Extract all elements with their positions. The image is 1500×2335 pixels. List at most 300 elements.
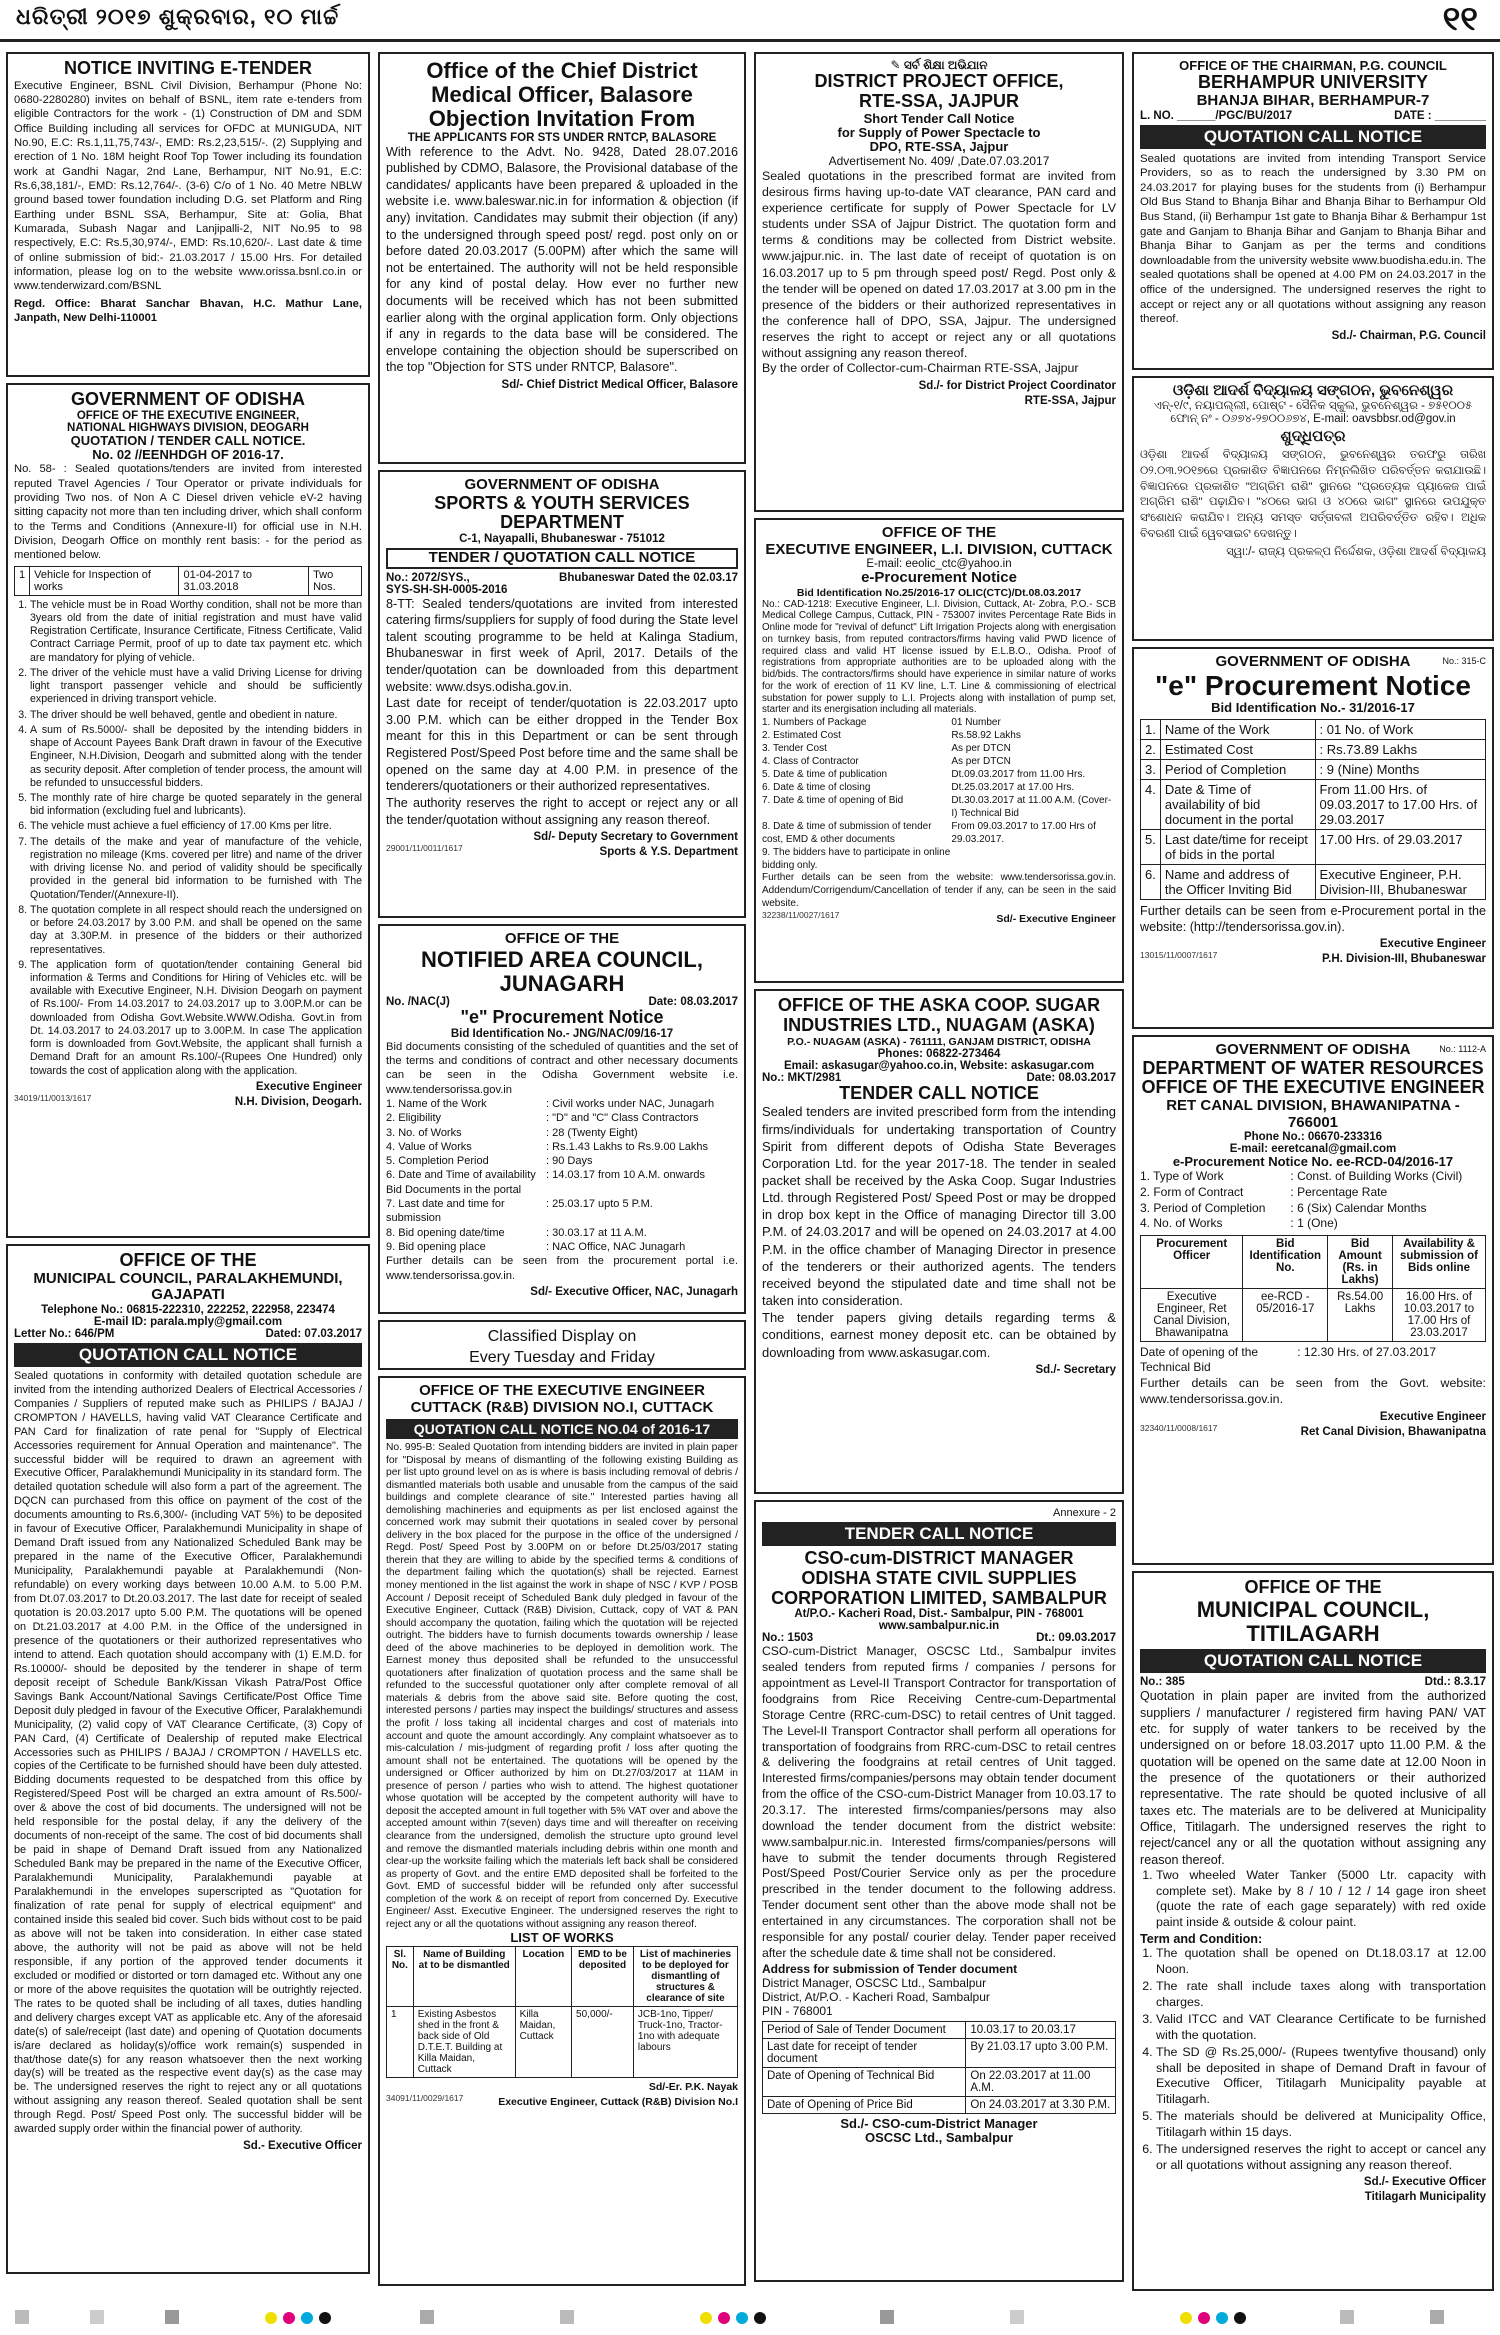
table-header: EMD to be deposited <box>572 1946 634 2006</box>
page-number: ୧୧ <box>1442 0 1478 38</box>
signature: P.H. Division-III, Bhubaneswar <box>1321 952 1486 965</box>
address-title: Address for submission of Tender document <box>762 1961 1018 1976</box>
ad-body: No.: CAD-1218: Executive Engineer, L.I. Division, Cuttack, At- Zobra, P.O.- SCB Medical College Campus, Cuttack, PIN - 753007 invites Percentage Rate Bids in Online mode for "revival of defunct" Lift Irrigation Projects along with energisation on turnkey basis, from reputed contractors/firms having valid PWD licence of required class and valid HT license issued by E.L.B.O., Odisha. Proof of registrations from appropriate authorities are to be uploaded along with the bid/bids. The contractors/firms should have experience in similar nature of works for the work of erection of 11 KV line, L.T. Line & commissioning of electrical substation for power supply to L.I. Projects along with installation of pump set, starter and its energisation including all materials. <box>762 598 1116 716</box>
detail-value: : 12.30 Hrs. of 27.03.2017 <box>1297 1344 1437 1359</box>
table-cell: On 24.03.2017 at 3.30 P.M. <box>966 2096 1116 2113</box>
signature: Sd/- Executive Officer, NAC, Junagarh <box>530 1285 738 1298</box>
table-row <box>763 2067 1116 2096</box>
ad-sports-youth <box>378 470 746 918</box>
detail-value: Rs.58.92 Lakhs <box>951 730 1021 741</box>
column-2 <box>378 52 746 2292</box>
yellow-dot <box>700 2312 712 2324</box>
detail-label: 1. Numbers of Package <box>762 717 867 728</box>
yellow-dot <box>265 2312 277 2324</box>
eproc-table <box>1140 719 1486 900</box>
ad-code: 32340/11/0008/1617 <box>1140 1422 1218 1433</box>
cyan-dot <box>301 2312 313 2324</box>
detail-label: Date of opening of the Technical Bid <box>1140 1344 1259 1375</box>
list-item: 6. The undersigned reserves the right to accept or cancel any or all quotations without assigning any reason thereof. <box>1156 2142 1486 2173</box>
gray-swatch <box>165 2310 179 2324</box>
table-cell: : 01 No. of Work <box>1315 719 1485 739</box>
detail-label: 3. No. of Works <box>386 1126 462 1139</box>
banner-line: Classified Display on <box>487 1328 637 1345</box>
ad-website: www.sambalpur.nic.in <box>878 1620 1000 1633</box>
ad-date: Date: 08.03.2017 <box>1026 1071 1116 1084</box>
list-title: LIST OF WORKS <box>510 1930 614 1946</box>
ad-code: 34019/11/0013/1617 <box>14 1092 92 1103</box>
table-cell: JCB-1no, Tipper/ Truck-1no, Tractor-1no with adequate labours <box>633 2006 737 2077</box>
masthead-date: ଧରିତ୍ରୀ ୨୦୧୭ ଶୁକ୍ରବାର, ୧୦ ମାର୍ଚ୍ଚ <box>16 4 340 29</box>
table-cell: 50,000/- <box>572 2006 634 2077</box>
ad-subtitle: OFFICE OF THE EXECUTIVE ENGINEER, <box>76 409 300 422</box>
detail-label: 2. Estimated Cost <box>762 730 841 741</box>
details-list <box>762 716 1116 872</box>
detail-label: 4. Value of Works <box>386 1140 472 1153</box>
detail-value: From 09.03.2017 to 17.00 Hrs of 29.03.2017. <box>951 821 1096 845</box>
table-row <box>387 2006 738 2077</box>
terms-list <box>1140 1946 1486 2173</box>
corrigendum-title: ଶୁଦ୍ଧିପତ୍ର <box>1280 427 1346 445</box>
notice-bar: QUOTATION CALL NOTICE <box>1140 125 1486 149</box>
detail-label: 3. Tender Cost <box>762 743 827 754</box>
yellow-dot <box>1180 2312 1192 2324</box>
ad-classified-banner <box>378 1320 746 1370</box>
detail-label: 9. The bidders have to participate in online bidding only. <box>762 847 951 871</box>
ad-title: GOVERNMENT OF ODISHA <box>70 389 305 409</box>
letter-no: Letter No.: 646/PM <box>14 1327 115 1340</box>
ad-nh-deogarh <box>6 383 370 1238</box>
gray-swatch <box>560 2310 574 2324</box>
ad-body: 8-TT: Sealed tenders/quotations are invited from interested catering firms/suppliers for supply of food during the State level talent scouting programme to be held at Kalinga Stadium, Bhubaneswar in first week of April, 2017. Details of the tender/quotation can be downloaded from this department website: www.dsys.odisha.gov.in. <box>386 596 738 694</box>
bid-table <box>1140 1235 1486 1342</box>
signature: Sd./- CSO-cum-District Manager <box>840 2115 1038 2131</box>
ad-ref: SYS-SH-SH-0005-2016 <box>386 583 508 596</box>
ad-title: RTE-SSA, JAJPUR <box>858 90 1020 111</box>
ad-title: BHANJA BIHAR, BERHAMPUR-7 <box>1196 92 1430 110</box>
ad-body: Last date for receipt of tender/quotation is 22.03.2017 upto 3.00 P.M. which can be either dropped in the Tender Box meant for this in this Department or can be sent through Registered Post/Speed Post before time and the same shall be opened on the same day at 4.00 P.M. in presence of the tenderers/quotationers or their authorized representatives. <box>386 696 738 794</box>
cyan-dot <box>736 2312 748 2324</box>
table-header: Availability & submission of Bids online <box>1392 1235 1485 1288</box>
detail-value: As per DTCN <box>951 743 1011 754</box>
ad-code: 13015/11/0007/1617 <box>1140 949 1218 960</box>
ad-paralakhemundi <box>6 1244 370 2274</box>
ad-contact: ଫୋନ୍ ନଂ - ୦୬୭୪-୨୭୦୦୬୭୪, E-mail: oavsbbsr.od@gov.in <box>1170 412 1456 425</box>
ad-subtitle: THE APPLICANTS FOR STS UNDER RNTCP, BALASORE <box>407 131 717 144</box>
terms-title: Term and Condition: <box>1140 1932 1263 1947</box>
black-dot <box>319 2312 331 2324</box>
table-cell: Last date for receipt of tender document <box>763 2038 966 2067</box>
table-row <box>1141 719 1486 739</box>
black-dot <box>754 2312 766 2324</box>
table-row <box>1141 759 1486 779</box>
ad-order: By the order of Collector-cum-Chairman RTE-SSA, Jajpur <box>762 361 1079 376</box>
table-cell: From 11.00 Hrs. of 09.03.2017 to 17.00 Hrs. of 29.03.2017 <box>1315 779 1485 829</box>
ad-nac-junagarh <box>378 924 746 1314</box>
ad-subtitle: QUOTATION / TENDER CALL NOTICE. <box>70 432 306 448</box>
table-cell: Vehicle for Inspection of works <box>30 566 179 595</box>
ad-further: Further details can be seen from e-Procurement portal in the website: (http://tendersorissa.gov.in). <box>1140 903 1486 934</box>
table-cell: 1. <box>1141 719 1161 739</box>
ad-cdmo-balasore <box>378 52 746 464</box>
gray-swatch <box>1430 2310 1444 2324</box>
ad-oavs-corrigendum <box>1132 376 1494 641</box>
magenta-dot <box>1198 2312 1210 2324</box>
ad-title: OFFICE OF THE <box>504 930 620 947</box>
ad-address: At/P.O.- Kacheri Road, Dist.- Sambalpur, PIN - 768001 <box>794 1608 1084 1621</box>
eproc-no: e-Procurement Notice No. ee-RCD-04/2016-17 <box>1172 1154 1454 1170</box>
list-item: 3. Valid ITCC and VAT Clearance Certificate to be furnished with the quotation. <box>1156 2012 1486 2043</box>
ad-bsnl-etender <box>6 52 370 377</box>
ad-title: NOTIFIED AREA COUNCIL, JUNAGARH <box>421 946 703 996</box>
ad-phone: Phone No.: 06670-233316 <box>1243 1131 1383 1144</box>
signature: Ret Canal Division, Bhawanipatna <box>1300 1425 1486 1438</box>
ad-email: E-mail: eeretcanal@gmail.com <box>1229 1143 1397 1156</box>
ad-title: ODISHA STATE CIVIL SUPPLIES <box>801 1567 1077 1588</box>
detail-value: As per DTCN <box>951 756 1011 767</box>
ad-title: "e" Procurement Notice <box>460 1006 664 1027</box>
conditions-list <box>14 599 362 1078</box>
table-cell: 17.00 Hrs. of 29.03.2017 <box>1315 829 1485 864</box>
table-cell: 01-04-2017 to 31.03.2018 <box>179 566 309 595</box>
detail-label: 2. Eligibility <box>386 1112 442 1125</box>
table-header: Bid Identification No. <box>1243 1235 1328 1288</box>
ad-email: E-mail ID: parala.mply@gmail.com <box>93 1315 283 1328</box>
ad-title: EXECUTIVE ENGINEER, L.I. DIVISION, CUTTACK <box>765 540 1113 558</box>
cyan-dot <box>1216 2312 1228 2324</box>
signature: Sd/- Executive Engineer <box>996 913 1116 926</box>
signature: Executive Engineer <box>1379 1410 1486 1423</box>
table-cell: 5. <box>1141 829 1161 864</box>
letter-no: No. /NAC(J) <box>386 995 450 1008</box>
ad-body: No. 995-B: Sealed Quotation from intending bidders are invited in plain paper for "Disposal by means of dismantling of the following existing Building as per list upto ground level on as is where is basis including removal of debris / dismantled materials both usable and unusable from the campus of the said buildings and complete clearance of site." Interested parties having all demolishing machineries and equipments as per list enclosed against the concerned work may submit their quotations in sealed cover by personal delivery in the box placed for the purpose in the office of the undersigned / Regd. Post/ Speed Post by 3.00PM on or before Dt.25/03/2017 stating therein that they are willing to abide by the specified terms & conditions of the department failing which the quotation(s) shall be rejected. Earnest money mentioned in the list against the work in shape of NSC / KVP / POSB Account / Deposit receipt of Scheduled Bank duly pledged in favour of the Executive Engineer, Cuttack (R&B) Division, Cuttack, copy of VAT & PAN should accompany the quotation, failing which the quotation will be rejected outright. The bidders have to furnish documents towards ownership / lease deed of the above machineries to be deployed in demolition work. The Earnest money thus deposited shall be refunded to the unsuccessful quotationers after finalization of quotation process and the same shall be refunded to the successful quotationer only after complete removal of all materials & debris from the above said site. Before quoting the cost, interested persons / parties may inspect the buildings/ structures and assess the profit / loss taking all incidental charges and cost of materials into account and quote the amount accordingly. Any complaint whatsoever as to mis-calculation / mis-judgment of regarding profit / loss after quoting the amount shall not be entertained. The quotations will be opened by the undersigned or Officer authorized by him on Dt.27/03/2017 at 11AM in presence of person / parties who wish to attend. The highest quotationer whose quotation will be accepted by the competent authority will have to deposit the accepted amount in full together with 5% VAT over and above the accepted amount within 7(seven) days time and will thereafter on receiving clearance from the undersigned, demolish the structure upto ground level and remove the dismantled materials including debris within one month and clear-up the worksite failing which the materials left back shall be considered as property of Govt. and the entire EMD deposited shall be forfeited to the Govt. EMD of successful bidder will be refunded only after successful completion of the work & on receipt of report from concerned Dy. Executive Engineer/ Asst. Executive Engineer. The undersigned reserves the right to reject any or all the quotations without assigning any reason thereof. <box>386 1442 738 1930</box>
gray-swatch <box>1340 2310 1354 2324</box>
ref-no: No.: 315-C <box>1442 656 1486 666</box>
detail-label: 2. Form of Contract <box>1140 1184 1244 1199</box>
signature: Sd./- Chairman, P.G. Council <box>1331 329 1486 342</box>
column-4 <box>1132 52 1494 2292</box>
ad-title: GOVERNMENT OF ODISHA <box>464 476 660 493</box>
ad-date: Dt.: 09.03.2017 <box>1036 1632 1116 1645</box>
signature: OSCSC Ltd., Sambalpur <box>864 2129 1014 2145</box>
table-row <box>1141 779 1486 829</box>
detail-label: 6. Date and Time of availability Bid Documents in the portal <box>386 1169 536 1196</box>
signature: ସ୍ୱା:/- ରାଜ୍ୟ ପ୍ରକଳ୍ପ ନିର୍ଦ୍ଦେଶକ, ଓଡ଼ିଶା ଆଦର୍ଶ ବିଦ୍ୟାଳୟ <box>1226 545 1486 558</box>
ad-subtitle: Short Tender Call Notice <box>863 110 1015 126</box>
ad-body: With reference to the Advt. No. 9428, Dated 28.07.2016 published by CDMO, Balasore, the Provisional database of the candidates/ applicants have been prepared & uploaded in the website i.e. www.baleswar.nic.in for information & objection (if any) invitation. Candidates may submit their objection (if any) to the undersigned through speed post/ regd. post only on or before dated 20.03.2017 (5.00PM) after which the same will not be entertained. The authority will not be held responsible for any kind of postal delay. How ever no further new documents will be received which has not been submitted earlier along with the orginal application form. Only objections if any in regards to the data base will be considered. The envelope containing the objection should be superscribed on the top "Objection for STS under RNTCP, Balasore". <box>386 144 738 375</box>
ad-subtitle: DPO, RTE-SSA, Jajpur <box>869 139 1009 155</box>
list-item: 1. Two wheeled Water Tanker (5000 Ltr. capacity with complete set). Make by 8 / 10 / 12 / 14 gage iron sheet (quote the rate of each gage separately) with red oxide paint inside & outside & colour paint. <box>1156 1868 1486 1930</box>
table-row <box>763 2096 1116 2113</box>
ad-title: DISTRICT PROJECT OFFICE, <box>814 71 1064 92</box>
ad-code: 34091/11/0029/1617 <box>386 2092 464 2103</box>
signature: RTE-SSA, Jajpur <box>1024 395 1116 408</box>
ad-title: OFFICE OF THE EXECUTIVE ENGINEER <box>1141 1077 1485 1098</box>
table-cell: Executive Engineer, P.H. Division-III, Bhubaneswar <box>1315 864 1485 899</box>
table-cell: : Rs.73.89 Lakhs <box>1315 739 1485 759</box>
detail-label: 8. Bid opening date/time <box>386 1226 505 1239</box>
detail-label: 7. Last date and time for submission <box>386 1198 505 1225</box>
table-cell: 4. <box>1141 779 1161 829</box>
table-row <box>763 2021 1116 2038</box>
ad-title: GOVERNMENT OF ODISHA <box>1215 653 1411 670</box>
ad-title: RET CANAL DIVISION, BHAWANIPATNA - 766001 <box>1166 1097 1460 1131</box>
table-cell: Period of Sale of Tender Document <box>763 2021 966 2038</box>
address-line: District, At/P.O. - Kacheri Road, Sambalpur <box>762 1989 990 2004</box>
table-cell: Date of Opening of Price Bid <box>763 2096 966 2113</box>
notice-bar: QUOTATION CALL NOTICE <box>14 1343 362 1367</box>
signature: Titilagarh Municipality <box>1364 2191 1486 2204</box>
ad-title: ଓଡ଼ିଶା ଆଦର୍ଶ ବିଦ୍ୟାଳୟ ସଙ୍ଗଠନ, ଭୁବନେଶ୍ୱର <box>1172 382 1454 399</box>
book-icon: ✎ <box>890 58 904 72</box>
ad-code: 32238/11/0027/1617 <box>762 910 840 921</box>
black-dot <box>1234 2312 1246 2324</box>
ad-date: Dtd.: 8.3.17 <box>1424 1676 1486 1689</box>
table-header: Location <box>515 1946 571 2006</box>
detail-value: : 6 (Six) Calendar Months <box>1290 1200 1427 1215</box>
detail-value: : 28 (Twenty Eight) <box>546 1126 638 1139</box>
detail-value: : 1 (One) <box>1290 1216 1338 1231</box>
table-cell: On 22.03.2017 at 11.00 A.M. <box>966 2067 1116 2096</box>
ad-body: The authority reserves the right to accept or reject any or all the tender/quotation without assigning any reason thereof. <box>386 795 738 827</box>
table-cell: Name and address of the Officer Inviting Bid <box>1160 864 1315 899</box>
ad-ph-eprocurement <box>1132 647 1494 1029</box>
ad-title: Medical Officer, Balasore <box>431 82 693 108</box>
detail-value: : 90 Days <box>546 1155 593 1168</box>
ad-oscsc-sambalpur <box>754 1500 1124 2282</box>
table-cell: Date of Opening of Technical Bid <box>763 2067 966 2096</box>
ad-title: MUNICIPAL COUNCIL, PARALAKHEMUNDI, GAJAPATI <box>33 1269 343 1304</box>
list-item: 5. The monthly rate of hire charge be quoted separately in the general bid information (excluding fuel and lubricants). <box>30 792 362 818</box>
gray-swatch <box>90 2310 104 2324</box>
ad-subtitle: No. 02 //EENHDGH OF 2016-17. <box>92 447 284 463</box>
table-row <box>1141 1288 1486 1341</box>
list-item: 4. A sum of Rs.5000/- shall be deposited by the intending bidders in shape of Account Payees Bank Draft drawn in favour of the Executive Engineer, N.H.Division, Deogarh and submitted along with the tender as security deposit. After completion of tender process, the amount will be refunded to unsuccessful bidders. <box>30 724 362 790</box>
magenta-dot <box>283 2312 295 2324</box>
signature: Executive Engineer <box>1379 937 1486 950</box>
ad-body: Sealed quotations in conformity with detailed quotation schedule are invited from the intending authorized Dealers of Electrical Accessories / Companies / Suppliers of reputed make such as PHILIPS / BAJAJ / CROMPTON / HAVELLS, having valid VAT Clearance Certificate and PAN Card for finalization of rate penal for "Supply of Electrical Accessories requirement for Annual Operation and maintenance". The successful bidder will be required to drawn an agreement with Executive Officer, Paralakhemundi Municipality in its standard form. The detailed quotation schedule will also form a part of the agreement. The DQCN can purchased from this office on payment of the cost of the documents amounting to Rs.6,300/- (including VAT 5%) to be deposited in favour of Executive Officer, Paralakhemundi Municipality in shape of Demand Draft issued from any Nationalized Scheduled Bank may be prepared in the name of the Executive Officer, Paralakhemundi Municipality, Paralakhemundi payable at Paralakhemundi (Non-refundable) on every working days between 10.00 A.M. to 5.00 P.M. from Dt.07.03.2017 to Dt.20.03.2017. The last date for receipt of sealed quotation is 20.03.2017 upto 5.00 P.M. The quotations will be opened on Dt.21.03.2017 at 4.00 P.M. in the Office of the undersigned in presence of the quotationers or their authorized representatives who intend to attend. Each quotation should accompany with (1) E.M.D. for Rs.10000/- should be deposited by the tenderer in shape of term deposit receipt of Schedule Bank/Kissan Vikash Patra/Post Office Savings Bank Account/National Savings Certificate/Post Office Time Deposit duly pledged in favour of the Executive Officer, Paralakhemundi Municipality, (2) valid copy of VAT Clearance Certificate, (3) Copy of PAN Card, (4) Certificate of Dealership of reputed make Electrical Accessories such as PHILIPS / BAJAJ / CROMPTON / HAVELLS etc. copies of the Certificate to be furnished should have been duly attested. Bidding documents requested to be despatched from this office by Registered/Speed Post will be charged an extra amount of Rs.500/- over & above the cost of bid documents. The undersigned will not be held responsible for the postal delay, if any the delivery of the documents of non-receipt of the same. The cost of bid documents shall be paid in shape of Demand Draft issued from any Nationalized Scheduled Bank may be prepared in the name of the Executive Officer, Paralakhemundi Municipality, Paralakhemundi payable at Paralakhemundi in the envelopes superscripted as "Quotation for finalization of rate penal for supply of electrical equipment" and contained inside this sealed bid cover. Such bids without cost to be paid as above will not be taken into consideration. In either case stated above, the authority will not be paid as above will not be held responsible, if any portion of the approved tender documents it excluded or modified or distorted or torn damaged etc. Without any one or more of the above requisites the quotation will be outrightly rejected. The rates to be quoted shall be including of all taxes, duties handling and delivery charges except VAT as applicable etc. Any of the aforesaid date(s) of sale/receipt (last date) and opening of Quotation documents is/are declared as holiday(s)/office work remain(s) suspended in that/those date(s) for any reason whatsoever then the next working day(s) will be treated as the respective event day(s) as the case may be. The undersigned reserves the right to reject any or all quotations without assigning any reason thereof. Sealed quotation shall be sent through Regd. Post/ Speed Post only. The successful bidder will be awarded supply order within the financial power of authority. <box>14 1369 362 2136</box>
detail-value: Dt.25.03.2017 at 17.00 Hrs. <box>951 782 1075 793</box>
detail-value: : Rs.1.43 Lakhs to Rs.9.00 Lakhs <box>546 1140 709 1153</box>
ad-title: BERHAMPUR UNIVERSITY <box>1197 72 1429 93</box>
table-row <box>1141 739 1486 759</box>
bid-id: Bid Identification No.- JNG/NAC/09/16-17 <box>450 1027 674 1040</box>
letter-no: No.: MKT/2981 <box>762 1071 842 1084</box>
ad-phone: Telephone No.: 06815-222310, 222252, 222958, 223474 <box>41 1303 335 1316</box>
table-cell: 6. <box>1141 864 1161 899</box>
detail-label: 9. Bid opening place <box>386 1240 486 1253</box>
list-item: 7. The details of the make and year of manufacture of the vehicle, registration no mileage (Kms. covered per litre) and name of the driver with driving license No. and period of validity should be specifically provided in the general bid information to be furnished with The Quotation/Tender/(Annexure-II). <box>30 836 362 902</box>
gray-swatch <box>15 2310 29 2324</box>
print-registration-strip <box>0 2300 1500 2335</box>
table-header: List of machineries to be deployed for dismantling of structures & clearance of site <box>633 1946 737 2006</box>
ad-intro: No. 58- : Sealed quotations/tenders are invited from interested reputed Travel Agencies / Tour Operator or private individuals for providing Two nos. of Non A C Diesel driven vehicle eV-2 having sitting capacity not more than ten including driver, which shall conform to the Terms and Conditions (Annexure-II) for official use in N.H. Division, Deogarh Office on monthly rent basis: - for the period as mentioned below. <box>14 463 362 562</box>
annexure-label: Annexure - 2 <box>1053 1507 1116 1519</box>
ad-further: Further details can be seen from the procurement portal i.e. www.tendersorissa.gov.in. <box>386 1255 738 1282</box>
table-header: Bid Amount (Rs. in Lakhs) <box>1328 1235 1393 1288</box>
detail-value: : Civil works under NAC, Junagarh <box>546 1097 715 1110</box>
table-cell: Last date/time for receipt of bids in the portal <box>1160 829 1315 864</box>
ad-body: The tender papers giving details regarding terms & conditions, earnest money deposit etc. can be obtained by downloading from www.askasugar.com. <box>762 1310 1116 1360</box>
table-header: Sl. No. <box>387 1946 414 2006</box>
ad-body: ଓଡ଼ିଶା ଆଦର୍ଶ ବିଦ୍ୟାଳୟ ସଙ୍ଗଠନ, ଭୁବନେଶ୍ୱର ତରଫରୁ ତାରିଖ ୦୨.୦୩.୨୦୧୭ରେ ପ୍ରକାଶିତ ବିଜ୍ଞାପନରେ ନିମ୍ନଲିଖିତ ପରିବର୍ତ୍ତନ କରାଯାଉଛି। ବିଜ୍ଞାପନରେ ପ୍ରକାଶିତ "ଅଗ୍ରିମ ରାଶି" ସ୍ଥାନରେ "ପ୍ରତ୍ୟେକ ପ୍ୟାକେଜ ପାଇଁ ଅଗ୍ରିମ ରାଶି" ପଢ଼ାଯିବ। "୪୦ରେ ଭାଗ ଓ ୪୦ରେ ଭାଗ" ସ୍ଥାନରେ ଉପଯୁକ୍ତ ସଂଶୋଧନ କରାଯିବ। ଅନ୍ୟ ସମସ୍ତ ସର୍ତ୍ତାବଳୀ ଅପରିବର୍ତ୍ତିତ ରହିବ। ଅଧିକ ବିବରଣୀ ପାଇଁ ୱେବସାଇଟ ଦେଖନ୍ତୁ। <box>1140 449 1486 541</box>
ad-title: OFFICE OF THE CHAIRMAN, P.G. COUNCIL <box>1179 58 1447 73</box>
table-row <box>1141 864 1486 899</box>
ad-title: CUTTACK (R&B) DIVISION NO.I, CUTTACK <box>410 1398 714 1416</box>
ad-title: OFFICE OF THE ASKA COOP. SUGAR <box>777 995 1101 1015</box>
works-table <box>386 1946 738 2078</box>
ad-aska-sugar <box>754 989 1124 1494</box>
signature: N.H. Division, Deogarh. <box>234 1095 362 1108</box>
ad-body: Sealed tenders are invited prescribed form from the intending firms/individuals for undertaking transportation of Country Spirit from different depots of Odisha State Beverages Corporation Ltd. for the year 2017-18. The tender in sealed packet shall be received by the Aska Coop. Sugar Industries Ltd. through Registered Post/ Speed Post or may be dropped in drop box kept in the Office of managing Director till 3.00 P.M. of 24.03.2017 and will be opened on 24.03.2017 at 4.00 P.M. in the office chamber of Managing Director in presence of the tenderers or their authorized agents. The tenders received beyond the stipulated date and time shall not be taken into consideration. <box>762 1104 1116 1309</box>
details-list <box>1140 1169 1486 1231</box>
signature: Sd./- for District Project Coordinator <box>918 380 1116 393</box>
letter-no: L. NO. ______/PGC/BU/2017 <box>1140 109 1293 122</box>
table-cell: 10.03.17 to 20.03.17 <box>966 2021 1116 2038</box>
ad-body: Quotation in plain paper are invited from the authorized suppliers / manufacturer / registered firm having PAN/ VAT etc. for supply of water tankers to be received by the undersigned on or before 18.03.2017 upto 11.00 P.M. & the quotation will be opened on the same date at 12.00 Noon in the presence of the quotationers or their authorized representative. The rate should be quoted inclusive of all taxes etc. The materials are to be delivered at Municipality Office, Titilagarh. The undersigned reserves the right to reject/cancel any or all the quotation without assigning any reason thereof. <box>1140 1689 1486 1867</box>
list-item: 9. The application form of quotation/tender containing General bid information & Terms and Conditions for Hiring of Vehicles etc. will be available with Executive Engineer, N.H. Division Deogarh on payment of Rs.100/- From 14.03.2017 to 24.03.2017 up to 3.00P.M.or can be downloaded from Odisha Govt.Website.WWW.Odisha. Govt.in from Dt. 14.03.2017 to 24.03.2017 up to 3.00P.M. In case The application form is downloaded from Govt.Website, the applicant shall furnish a Demand Draft for an amount Rs.100/-(Rupees One Hundred) only towards the cost of application along with the application. <box>30 959 362 1078</box>
ad-subtitle: NATIONAL HIGHWAYS DIVISION, DEOGARH <box>67 421 309 434</box>
list-item: 2. The rate shall include taxes along with transportation charges. <box>1156 1979 1486 2010</box>
ref-no: No.: 1112-A <box>1439 1044 1486 1054</box>
ad-date: Bhubaneswar Dated the 02.03.17 <box>559 571 738 584</box>
ad-titilagarh <box>1132 1571 1494 2291</box>
ad-address: ଏନ୍-୧/୯, ନୟାପଲ୍ଲୀ, ପୋଷ୍ଟ - ସୈନିକ ସ୍କୁଲ, ଭୁବନେଶ୍ୱର - ୭୫୧୦୦୫ <box>1153 399 1473 412</box>
ad-date: Dated: 07.03.2017 <box>265 1327 362 1340</box>
signature: Executive Engineer <box>255 1080 362 1093</box>
detail-value: Dt.30.03.2017 at 11.00 A.M. (Cover-I) Technical Bid <box>951 795 1112 819</box>
detail-label: 8. Date & time of submission of tender cost, EMD & other documents <box>762 821 932 845</box>
detail-label: 1. Type of Work <box>1140 1169 1224 1184</box>
bid-id: Bid Identification No.25/2016-17 OLIC(CTC)/Dt.08.03.2017 <box>796 586 1082 599</box>
detail-value: : 30.03.17 at 11 A.M. <box>546 1226 647 1239</box>
table-cell: Name of the Work <box>1160 719 1315 739</box>
details-list <box>386 1097 738 1254</box>
ad-title: MUNICIPAL COUNCIL, TITILAGARH <box>1196 1596 1430 1646</box>
ad-title: NOTICE INVITING E-TENDER <box>63 58 312 78</box>
table-cell: Estimated Cost <box>1160 739 1315 759</box>
ad-address: P.O.- NUAGAM (ASKA) - 761111, GANJAM DISTRICT, ODISHA <box>787 1035 1091 1048</box>
ad-title: OFFICE OF THE EXECUTIVE ENGINEER <box>419 1382 705 1399</box>
detail-label: 4. No. of Works <box>1140 1216 1223 1231</box>
ad-title: DEPARTMENT OF WATER RESOURCES <box>1142 1057 1484 1078</box>
table-cell: Two Nos. <box>309 566 362 595</box>
list-item: 2. The driver of the vehicle must have a valid Driving License for driving light transport passenger vehicle and should be sufficiently experienced in driving transport vehicle. <box>30 667 362 707</box>
banner-line: Every Tuesday and Friday <box>469 1348 655 1366</box>
signature: Sd/-Er. P.K. Nayak <box>648 2080 738 2093</box>
gray-swatch <box>1010 2310 1024 2324</box>
table-cell: Executive Engineer, Ret Canal Division, Bhawanipatna <box>1141 1288 1243 1341</box>
ad-body: Sealed quotations in the prescribed format are invited from desirous firms having up-to-date VAT clearance, PAN card and experience certificate for supply of Power Spectacle for LV students under SSA of Jajpur District. The quotation form and terms & conditions may be collected from District website. www.jajpur.nic. in. The last date of receipt of quotation is on 16.03.2017 up to 5 pm through speed post/ Regd. Post only & the tender will be opened on dated 17.03.2017 at 3.00 pm in the presence of the bidders or their authorized representatives in the conference hall of DPO, SSA, Jajpur. The undersigned reserves the right to accept or reject any or all quotations without assigning any reason thereof. <box>762 168 1116 361</box>
address-line: PIN - 768001 <box>762 2003 833 2018</box>
ad-regd: Regd. Office: Bharat Sanchar Bhavan, H.C. Mathur Lane, Janpath, New Delhi-110001 <box>14 297 362 325</box>
ad-title: OFFICE OF THE <box>1244 1577 1382 1597</box>
detail-value: : "D" and "C" Class Contractors <box>546 1112 699 1125</box>
detail-value: Dt.09.03.2017 from 11.00 Hrs. <box>951 769 1086 780</box>
detail-label: 3. Period of Completion <box>1140 1200 1266 1215</box>
ad-address: C-1, Nayapalli, Bhubaneswar - 751012 <box>459 533 665 546</box>
gray-swatch <box>880 2310 894 2324</box>
signature: Sd/- Chief District Medical Officer, Balasore <box>501 379 738 392</box>
detail-value: : 25.03.17 upto 5 P.M. <box>546 1198 653 1211</box>
detail-value: : 14.03.17 from 10 A.M. onwards <box>546 1169 705 1182</box>
ad-body: CSO-cum-District Manager, OSCSC Ltd., Sambalpur invites sealed tenders from reputed firms / companies / persons for appointment as Level-II Transport Contractor for transportation of foodgrains from Rice Receiving Centre-cum-Departmental Storage Centre (RRC-cum-DSC) to retail centres of Unit tagged. The Level-II Transport Contractor shall perform all operations for transportation of foodgrains from RRC-cum-DSC to retail centres & delivering the foodgrains at retail centres of Unit tagged. Interested firms/companies/persons may obtain tender document from the office of the CSO-cum-District Manager from 10.03.17 to 20.3.17. The interested firms/companies/persons may also download the tender document from the district website: www.sambalpur.nic.in. Interested firms/companies/persons will have to submit the tender documents through Registered Post/Speed Post/Courier Service only as per the procedure prescribed in the tender document to the following address. Tender document sent other than the above mode shall not be entertained in any circumstances. The corporation shall not be responsible for any postal/ courier delay. Tender paper received after the schedule date & time shall not be considered. <box>762 1644 1116 1960</box>
list-item: 4. The SD @ Rs.25,000/- (Rupees twentyfive thousand) only shall be deposited in shape of Demand Draft in favour of Executive Officer, Titilagarh Municipality payable at Titilagarh. <box>1156 2045 1486 2107</box>
table-cell: ee-RCD - 05/2016-17 <box>1243 1288 1328 1341</box>
detail-value: : Percentage Rate <box>1290 1184 1388 1199</box>
list-item: 5. The materials should be delivered at Municipality Office, Titilagarh within 15 days. <box>1156 2109 1486 2140</box>
table-cell: Rs.54.00 Lakhs <box>1328 1288 1393 1341</box>
ad-title: OFFICE OF THE <box>119 1250 257 1270</box>
table-cell: Date & Time of availability of bid document in the portal <box>1160 779 1315 829</box>
notice-bar: QUOTATION CALL NOTICE NO.04 of 2016-17 <box>386 1419 738 1439</box>
ad-rte-ssa-jajpur <box>754 52 1124 512</box>
ad-rb-cuttack <box>378 1376 746 2286</box>
table-header: Name of Building at to be dismantled <box>413 1946 515 2006</box>
schedule-table <box>762 2021 1116 2114</box>
table-cell: 3. <box>1141 759 1161 779</box>
ad-further: Further details can be seen from the website: www.tendersorissa.gov.in. Addendum/Corrigendum/Cancellation of tender if any, can be seen in the said website. <box>762 872 1116 909</box>
list-item: 3. The driver should be well behaved, gentle and obedient in nature. <box>30 709 362 722</box>
ad-email: E-mail: eeolic_ctc@yahoo.in <box>866 558 1012 570</box>
column-3 <box>754 52 1124 2292</box>
items-list <box>1140 1868 1486 1930</box>
table-cell: Killa Maidan, Cuttack <box>515 2006 571 2077</box>
table-cell: 2. <box>1141 739 1161 759</box>
magenta-dot <box>718 2312 730 2324</box>
ad-email: Email: askasugar@yahoo.co.in, Website: askasugar.com <box>783 1059 1095 1072</box>
ad-title: GOVERNMENT OF ODISHA <box>1215 1041 1411 1058</box>
list-item: 8. The quotation complete in all respect should reach the undersigned on or before 24.03.2017 by 3.00 P.M. and shall be opened on the same day at 3.30P.M. in presence of the bidders or their authorized representatives. <box>30 904 362 957</box>
ad-intro: Bid documents consisting of the scheduled of quantities and the set of the terms and conditions of contract and other necessary documents can be seen in the Odisha Government website i.e. www.tendersorissa.gov.in <box>386 1040 738 1096</box>
table-cell: Period of Completion <box>1160 759 1315 779</box>
signature: Sd.- Executive Officer <box>243 2140 362 2153</box>
notice-bar: TENDER CALL NOTICE <box>839 1082 1039 1103</box>
notice-bar: TENDER / QUOTATION CALL NOTICE <box>386 548 738 569</box>
bid-id: Bid Identification No.- 31/2016-17 <box>1211 700 1415 716</box>
detail-label: 1. Name of the Work <box>386 1097 487 1110</box>
letter-no: No.: 385 <box>1140 1676 1185 1689</box>
table-cell: By 21.03.17 upto 3.00 P.M. <box>966 2038 1116 2067</box>
ad-title: CORPORATION LIMITED, SAMBALPUR <box>771 1587 1107 1608</box>
signature: Sports & Y.S. Department <box>599 846 738 859</box>
ad-phone: Phones: 06822-273464 <box>877 1047 1001 1060</box>
detail-value <box>951 846 1116 872</box>
ad-further: Further details can be seen from the Govt. website: www.tendersorissa.gov.in. <box>1140 1375 1486 1406</box>
list-item: 1. The vehicle must be in Road Worthy condition, shall not be more than 3years old from the date of initial registration and must have valid Registration Certificate, Insurance Certificate, Fitness Certificate, Valid Contract Carriage Permit, proof of up to date tax payment etc. which are mandatory for plying of vehicle. <box>30 599 362 665</box>
ad-date: Date: 08.03.2017 <box>648 995 738 1008</box>
ad-title: CSO-cum-DISTRICT MANAGER <box>804 1548 1074 1568</box>
notice-bar: TENDER CALL NOTICE <box>762 1522 1116 1546</box>
ad-title: Objection Invitation From <box>428 106 696 132</box>
ad-title: "e" Procurement Notice <box>1155 669 1471 701</box>
table-header: Procurement Officer <box>1141 1235 1243 1288</box>
ad-subtitle: for Supply of Power Spectacle to <box>837 125 1041 141</box>
detail-label: 7. Date & time of opening of Bid <box>762 795 904 806</box>
letter-no: No.: 1503 <box>762 1632 814 1645</box>
detail-label: 4. Class of Contractor <box>762 756 859 767</box>
ad-berhampur-university <box>1132 52 1494 370</box>
gray-swatch <box>420 2310 434 2324</box>
ad-title: Office of the Chief District <box>426 58 698 83</box>
signature: Executive Engineer, Cuttack (R&B) Division No.I <box>498 2095 738 2108</box>
table-cell: Existing Asbestos shed in the front & back side of Old D.T.E.T. Building at Killa Maidan, Cuttack <box>413 2006 515 2077</box>
table-cell: 1 <box>15 566 30 595</box>
address-line: District Manager, OSCSC Ltd., Sambalpur <box>762 1975 987 1990</box>
ad-date: DATE : ________ <box>1394 109 1486 122</box>
signature: Sd./- Secretary <box>1035 1363 1116 1376</box>
detail-label: 5. Date & time of publication <box>762 769 888 780</box>
ad-title: e-Procurement Notice <box>861 569 1017 586</box>
